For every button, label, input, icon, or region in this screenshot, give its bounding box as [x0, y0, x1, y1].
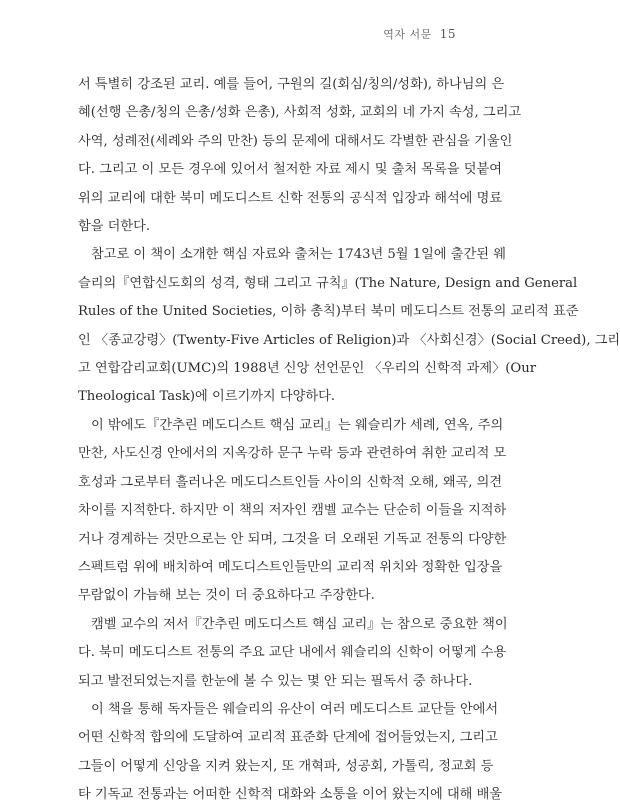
text-line: 이 책을 통해 독자들은 웨슬리의 유산이 여러 메도디스트 교단들 안에서 [91, 701, 499, 717]
text-line: 위의 교리에 대한 북미 메도디스트 신학 전통의 공식적 입장과 해석에 명료 [78, 190, 503, 206]
text-line: Rules of the United Societies, 이하 총칙)부터 북미 메도디스트 전통의 교리적 표준 [78, 304, 579, 320]
text-line: 거나 경계하는 것만으로는 안 되며, 그것을 더 오래된 기독교 전통의 다양한 [78, 531, 507, 547]
text-line: 다. 북미 메도디스트 전통의 주요 교단 내에서 웨슬리의 신학이 어떻게 수용 [78, 645, 507, 661]
text-line: Theological Task)에 이르기까지 다양하다. [78, 389, 336, 405]
page-number: 15 [439, 27, 456, 41]
text-line: 사역, 성례전(세례와 주의 만찬) 등의 문제에 대해서도 각별한 관심을 기울인 [78, 133, 513, 149]
text-line: 되고 발전되었는지를 한눈에 볼 수 있는 몇 안 되는 필독서 중 하나다. [78, 673, 473, 689]
text-line: 서 특별히 강조된 교리. 예를 들어, 구원의 길(회심/칭의/성화), 하나님의 은 [78, 77, 505, 92]
text-line: 호성과 그로부터 흘러나온 메도디스트인들 사이의 신학적 오해, 왜곡, 의견 [78, 474, 503, 490]
text-line: 함을 더한다. [78, 219, 151, 235]
text-line: 어떤 신학적 합의에 도달하여 교리적 표준화 단계에 접어들었는지, 그리고 [78, 730, 498, 746]
text-line: 슬리의『연합신도회의 성격, 형태 그리고 규칙』(The Nature, Design and General [78, 275, 578, 291]
text-line: 무람없이 가늠해 보는 것이 더 중요하다고 주장한다. [78, 588, 375, 604]
body-text [78, 71, 620, 810]
text-line: 차이를 지적한다. 하지만 이 책의 저자인 캠벨 교수는 단순히 이들을 지적하 [78, 503, 507, 519]
text-line: 그들이 어떻게 신앙을 지켜 왔는지, 또 개혁파, 성공회, 가톨릭, 정교회 등 [78, 758, 494, 774]
text-line: 캠벨 교수의 저서『간추린 메도디스트 핵심 교리』는 참으로 중요한 책이 [91, 616, 508, 632]
text-line: 다. 그리고 이 모든 경우에 있어서 철저한 자료 제시 및 출처 목록을 덧붙여 [78, 162, 502, 178]
text-line: 타 기독교 전통과는 어떠한 신학적 대화와 소통을 이어 왔는지에 대해 배울 [78, 787, 503, 803]
text-line: 고 연합감리교회(UMC)의 1988년 신앙 선언문인 〈우리의 신학적 과제〉(Our [78, 361, 537, 377]
text-line: 인 〈종교강령〉(Twenty-Five Articles of Religion)과 〈사회신경〉(Social Creed), 그리 [78, 332, 620, 348]
text-line: 혜(선행 은총/칭의 은총/성화 은총), 사회적 성화, 교회의 네 가지 속성, 그리고 [78, 105, 522, 121]
text-line: 참고로 이 책이 소개한 핵심 자료와 출처는 1743년 5월 1일에 출간된 웨 [91, 247, 506, 263]
text-line: 스펙트럼 위에 배치하여 메도디스트인들만의 교리적 위치와 정확한 입장을 [78, 559, 503, 575]
text-line: 만찬, 사도신경 안에서의 지옥강하 문구 누락 등과 관련하여 취한 교리적 모 [78, 446, 507, 462]
running-head [383, 26, 456, 42]
text-line: 이 밖에도『간추린 메도디스트 핵심 교리』는 웨슬리가 세례, 연옥, 주의 [91, 417, 504, 433]
running-head-title: 역자 서문 [383, 28, 432, 41]
